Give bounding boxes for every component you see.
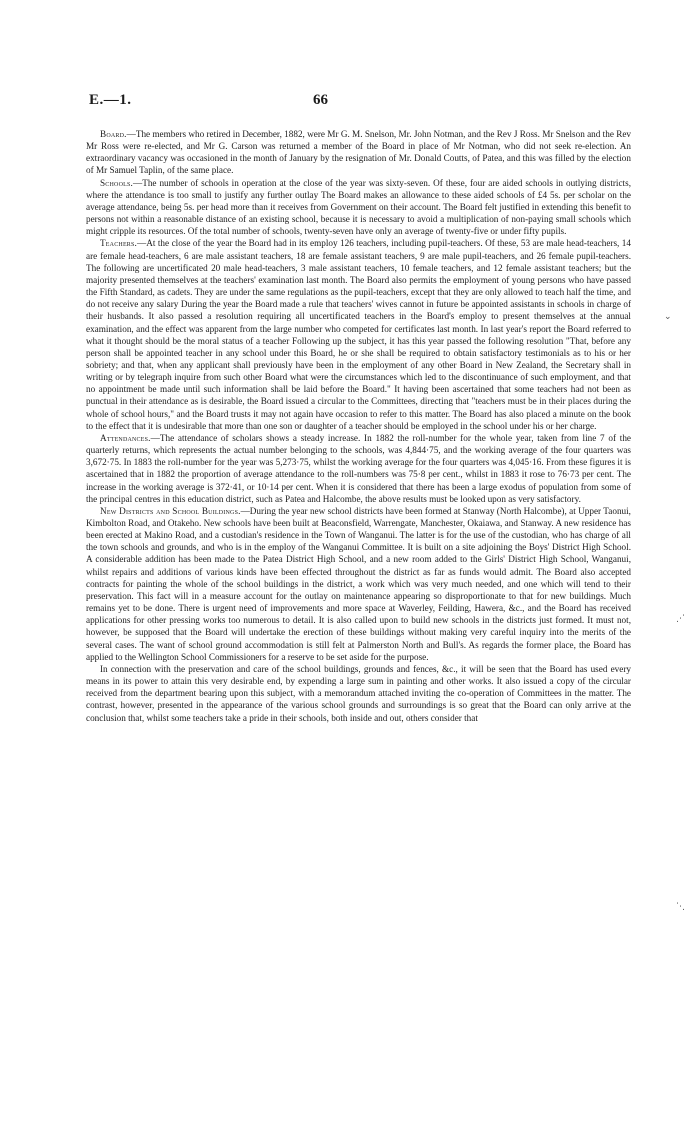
paragraph-schools (86, 177, 631, 238)
section-heading-attendances: Attendances. (100, 432, 151, 443)
page-header (86, 92, 631, 116)
paragraph-text: —During the year new school districts have been formed at Stanway (North Halcombe), at Upper Taonui, Kimbolton Road, and Otakeho. New schools have been built at Beaconsfield, Warrengate, Manchester, Okaiawa, and Stanway. A new residence has been erected at Makino Road, and a custodian's residence in the Town of Wanganui. The latter is for the use of the custodian, who has charge of all the town schools and grounds, and who is in the employ of the Wanganui Committee. It is built on a site adjoining the Boys' District High School. A considerable addition has been made to the Patea District High School, and a new room added to the Girls' District High School, Wanganui, whilst repairs and additions of various kinds have been effected throughout the district as far as funds would admit. The Board also accepted contracts for painting the whole of the school buildings in the district, a work which was very much needed, and one which will tend to their preservation. This fact will in a measure account for the outlay on maintenance appearing so disproportionate to that for new buildings. Much remains yet to be done. There is urgent need of improvements and more space at Waverley, Feilding, Hawera, &c., and the Board has received applications for other pressing works too numerous to detail. It is also called upon to build new schools in the districts just formed. It must not, however, be supposed that the Board will undertake the erection of these buildings without making very careful inquiry into the merits of the several cases. The want of school ground accommodation is still felt at Palmerston North and Bull's. As regards the former place, the Board has applied to the Wellington School Commissioners for a reserve to be set aside for the purpose. (86, 505, 631, 662)
paragraph-preservation (86, 663, 631, 724)
document-code: E.—1. (89, 92, 132, 108)
section-heading-new-districts: New Districts and School Buildings. (100, 505, 241, 516)
paragraph-text: —The attendance of scholars shows a steady increase. In 1882 the roll-number for the whole year, taken from line 7 of the quarterly returns, which represents the actual number belonging to the schools, was 4,844·75, and the working average of the four quarters was 3,672·75. In 1883 the roll-number for the year was 5,273·75, whilst the working average for the four quarters was 4,045·16. From these figures it is ascertained that in 1882 the proportion of average attendance to the roll-numbers was 75·8 per cent., whilst in 1883 it rose to 76·73 per cent. The increase in the working average is 372·41, or 10·14 per cent. When it is considered that there has been a large exodus of population from some of the principal centres in this education district, such as Patea and Halcombe, the above results must be looked upon as very satisfactory. (86, 432, 631, 504)
paragraph-text: In connection with the preservation and care of the school buildings, grounds and fences, &c., it will be seen that the Board has used every means in its power to attain this very desirable end, by expending a large sum in painting and other works. It also issued a copy of the circular received from the department bearing upon this subject, with a memorandum attached inviting the co-operation of Committees in the matter. The contrast, however, presented in the appearance of the various school grounds and surroundings is so great that the Board can only arrive at the conclusion that, whilst some teachers take a pride in their schools, both inside and out, others consider that (86, 663, 631, 723)
margin-mark: ⋱ (676, 902, 685, 912)
paragraph-board (86, 128, 631, 177)
paragraph-text: —The members who retired in December, 1882, were Mr G. M. Snelson, Mr. John Notman, and the Rev J Ross. Mr Snelson and the Rev Mr Ross were re-elected, and Mr G. Carson was returned a member of the Board in place of Mr Notman, who did not seek re-election. An extraordinary vacancy was occasioned in the month of January by the resignation of Mr. Donald Coutts, of Patea, and this was filled by the election of Mr Samuel Taplin, of the same place. (86, 129, 631, 176)
section-heading-schools: Schools. (100, 177, 134, 188)
page-number: 66 (313, 92, 328, 108)
paragraph-teachers (86, 237, 631, 432)
document-page (86, 92, 631, 724)
section-heading-board: Board. (100, 129, 127, 139)
paragraph-new-districts (86, 505, 631, 663)
paragraph-attendances (86, 432, 631, 505)
paragraph-text: —The number of schools in operation at the close of the year was sixty-seven. Of these, four are aided schools in outlying districts, where the attendance is too small to justify any further outlay The Board makes an allowance to these aided schools of £4 5s. per scholar on the average attendance, being 5s. per head more than it receives from Government on their account. The Board felt justified in extending this benefit to persons not within a reasonable distance of an existing school, because it is necessary to avoid a multiplication of non-paying small schools which might cripple its resources. Of the total number of schools, twenty-seven have only an average of twenty-five or under fifty pupils. (86, 177, 631, 237)
margin-mark: ⋰ (676, 614, 685, 624)
paragraph-text: —At the close of the year the Board had in its employ 126 teachers, including pupil-teachers. Of these, 53 are male head-teachers, 14 are female head-teachers, 6 are male assistant teachers, 18 are female assistant teachers, 9 are male pupil-teachers, and 26 female pupil-teachers. The following are uncertificated 20 male head-teachers, 3 male assistant teachers, 10 female teachers, and 12 female assistant teachers; but the majority presented themselves at the teachers' examination last month. The Board also permits the employment of young persons who have passed the Fifth Standard, as cadets. They are under the same regulations as the pupil-teachers, except that they are only allowed to teach half the time, and do not receive any salary During the year the Board made a rule that teachers' wives cannot in future be appointed assistants in schools in charge of their husbands. It also passed a resolution requiring all uncertificated teachers in the Board's employ to present themselves at the annual examination, and the effect was apparent from the large number who competed for certificates last month. In last year's report the Board referred to what it thought should be the moral status of a teacher Following up the subject, it has this year passed the following resolution "That, before any person shall be appointed teacher in any school under this Board, he or she shall be required to obtain satisfactory testimonials as to his or her sobriety; and that, when any applicant shall previously have been in the employment of any other Board in New Zealand, the Secretary shall in writing or by telegraph inquire from such other Board what were the circumstances which led to the discontinuance of such employment, and that no appointment be made until such information shall be laid before the Board." It having been ascertained that some teachers had not been as punctual in their attendance as is desirable, the Board issued a circular to the Committees, directing that "teachers must be in their places during the whole of school hours," and the Board trusts it may not again have occasion to refer to this matter. The Board has also placed a minute on the book to the effect that it is undesirable that more than one son or daughter of a teacher should be employed in the school under his or her charge. (86, 238, 631, 431)
section-heading-teachers: Teachers. (100, 238, 138, 249)
margin-mark: ⌄ (664, 312, 672, 322)
